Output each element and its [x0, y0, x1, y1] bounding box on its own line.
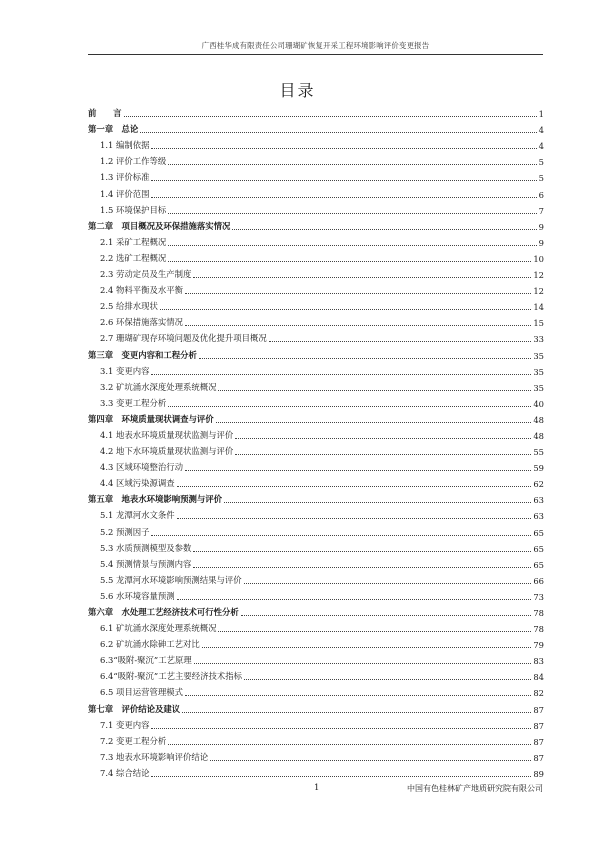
toc-section-entry[interactable]	[88, 151, 544, 167]
toc-section-entry[interactable]	[88, 200, 544, 216]
toc-section-entry[interactable]	[88, 682, 544, 698]
toc-dot-leader	[168, 261, 531, 262]
toc-dot-leader	[151, 728, 531, 729]
toc-entry-page: 14	[533, 302, 544, 313]
toc-dot-leader	[218, 390, 531, 391]
toc-dot-leader	[151, 374, 531, 375]
toc-entry-page: 66	[533, 575, 544, 586]
header-divider	[88, 54, 543, 55]
toc-dot-leader	[177, 486, 532, 487]
toc-entry-label: 第二章 项目概况及环保措施落实情况	[88, 220, 231, 231]
toc-entry-page: 55	[533, 447, 544, 458]
toc-dot-leader	[224, 502, 531, 503]
toc-section-entry[interactable]	[88, 328, 544, 344]
toc-section-entry[interactable]	[88, 377, 544, 393]
toc-section-entry[interactable]	[88, 183, 544, 199]
toc-entry-page: 65	[533, 543, 544, 554]
toc-section-entry[interactable]	[88, 538, 544, 554]
toc-entry-page: 9	[538, 221, 544, 232]
toc-dot-leader	[232, 229, 536, 230]
toc-section-entry[interactable]	[88, 296, 544, 312]
toc-entry-label: 2.2 选矿工程概况	[100, 252, 167, 263]
toc-entry-page: 48	[533, 430, 544, 441]
toc-entry-page: 82	[533, 688, 544, 699]
toc-entry-label: 6.2 矿坑涌水除砷工艺对比	[100, 639, 200, 650]
toc-entry-page: 35	[533, 350, 544, 361]
toc-entry-page: 73	[533, 591, 544, 602]
toc-section-entry[interactable]	[88, 473, 544, 489]
toc-section-entry[interactable]	[88, 715, 544, 731]
toc-section-entry[interactable]	[88, 393, 544, 409]
toc-dot-leader	[235, 438, 531, 439]
toc-entry-label: 2.1 采矿工程概况	[100, 236, 167, 247]
toc-entry-page: 1	[538, 109, 544, 120]
toc-section-entry[interactable]	[88, 441, 544, 457]
toc-entry-label: 2.5 给排水现状	[100, 301, 158, 312]
toc-chapter-entry[interactable]	[88, 698, 544, 714]
toc-dot-leader	[193, 551, 531, 552]
toc-entry-label: 第六章 水处理工艺经济技术可行性分析	[88, 607, 239, 617]
toc-entry-label: 前 言	[88, 108, 122, 119]
toc-dot-leader	[218, 631, 531, 632]
toc-dot-leader	[185, 325, 531, 326]
toc-dot-leader	[168, 744, 531, 745]
toc-section-entry[interactable]	[88, 248, 544, 264]
toc-chapter-entry[interactable]	[88, 344, 544, 360]
toc-dot-leader	[199, 358, 531, 359]
toc-entry-label: 6.1 矿坑涌水深度处理系统概况	[100, 623, 217, 634]
toc-entry-page: 35	[533, 382, 544, 393]
toc-entry-label: 1.2 评价工作等级	[100, 156, 167, 167]
toc-entry-label: 1.1 编制依据	[100, 140, 150, 151]
toc-dot-leader	[210, 760, 531, 761]
toc-section-entry[interactable]	[88, 554, 544, 570]
toc-dot-leader	[160, 309, 531, 310]
toc-entry-page: 10	[533, 253, 544, 264]
toc-dot-leader	[151, 535, 531, 536]
toc-dot-leader	[168, 213, 536, 214]
toc-entry-label: 5.6 水环境容量预测	[100, 590, 175, 601]
toc-entry-label: 2.4 物料平衡及水平衡	[100, 285, 183, 296]
toc-entry-page: 4	[538, 141, 544, 152]
toc-entry-page: 87	[533, 704, 544, 715]
toc-entry-label: 7.4 综合结论	[100, 767, 150, 778]
toc-entry-label: 第五章 地表水环境影响预测与评价	[88, 494, 222, 505]
toc-entry-label: 1.5 环境保护目标	[100, 204, 167, 215]
toc-entry-page: 84	[533, 672, 544, 683]
toc-dot-leader	[235, 454, 531, 455]
toc-entry-page: 78	[533, 624, 544, 635]
toc-entry-label: 7.1 变更内容	[100, 719, 150, 730]
toc-entry-page: 62	[533, 479, 544, 490]
toc-entry-page: 5	[538, 157, 544, 168]
toc-entry-page: 87	[533, 720, 544, 731]
toc-entry-label: 4.2 地下水环境质量现状监测与评价	[100, 446, 234, 457]
toc-entry-page: 9	[538, 237, 544, 248]
toc-section-entry[interactable]	[88, 505, 544, 521]
toc-entry-label: 2.3 劳动定员及生产制度	[100, 269, 192, 280]
toc-section-entry[interactable]	[88, 618, 544, 634]
toc-entry-label: 6.5 项目运营管理模式	[100, 687, 183, 698]
toc-dot-leader	[244, 679, 531, 680]
toc-entry-page: 63	[533, 511, 544, 522]
toc-entry-page: 35	[533, 366, 544, 377]
toc-chapter-entry[interactable]	[88, 409, 544, 425]
toc-entry-page: 40	[533, 398, 544, 409]
toc-entry-label: 5.2 预测因子	[100, 526, 150, 537]
toc-entry-label: 第一章 总论	[88, 124, 139, 135]
toc-entry-page: 63	[533, 495, 544, 506]
toc-dot-leader	[244, 583, 532, 584]
toc-dot-leader	[182, 712, 531, 713]
page-header: 广西桂华成有限责任公司珊瑚矿恢复开采工程环境影响评价变更报告	[201, 41, 430, 50]
toc-entry-label: 1.4 评价范围	[100, 188, 150, 199]
toc-dot-leader	[193, 277, 531, 278]
toc-entry-page: 83	[533, 656, 544, 667]
toc-dot-leader	[269, 341, 532, 342]
toc-section-entry[interactable]	[88, 747, 544, 763]
toc-dot-leader	[185, 695, 531, 696]
toc-entry-page: 87	[533, 736, 544, 747]
toc-entry-label: 3.1 变更内容	[100, 365, 150, 376]
toc-dot-leader	[168, 245, 536, 246]
toc-dot-leader	[193, 567, 531, 568]
toc-entry-page: 12	[533, 286, 544, 297]
toc-dot-leader	[177, 599, 532, 600]
toc-section-entry[interactable]	[88, 232, 544, 248]
toc-entry-label: 2.7 珊瑚矿现存环境问题及优化提升项目概况	[100, 333, 267, 344]
toc-section-entry[interactable]	[88, 312, 544, 328]
toc-entry-label: 5.1 龙潭河水文条件	[100, 510, 175, 521]
toc-entry-page: 6	[538, 189, 544, 200]
toc-section-entry[interactable]	[88, 264, 544, 280]
toc-entry-page: 7	[538, 205, 544, 216]
toc-entry-label: 5.4 预测情景与预测内容	[100, 558, 192, 569]
toc-dot-leader	[140, 132, 536, 133]
toc-dot-leader	[177, 518, 532, 519]
toc-dot-leader	[124, 116, 537, 117]
toc-dot-leader	[185, 470, 531, 471]
toc-chapter-entry[interactable]	[88, 489, 544, 505]
toc-section-entry[interactable]	[88, 650, 544, 666]
toc-entry-label: 5.3 水质预测模型及参数	[100, 542, 192, 553]
toc-entry-page: 33	[533, 334, 544, 345]
toc-entry-page: 65	[533, 527, 544, 538]
toc-entry-label: 4.3 区域环境整治行动	[100, 462, 183, 473]
toc-entry-label: 4.1 地表水环境质量现状监测与评价	[100, 429, 234, 440]
toc-entry-page: 48	[533, 414, 544, 425]
toc-section-entry[interactable]	[88, 135, 544, 151]
toc-entry-label: 第四章 环境质量现状调查与评价	[88, 413, 214, 424]
toc-section-entry[interactable]	[88, 731, 544, 747]
table-of-contents	[88, 103, 544, 779]
toc-section-entry[interactable]	[88, 666, 544, 682]
toc-chapter-entry[interactable]	[88, 103, 544, 119]
toc-entry-page: 5	[538, 173, 544, 184]
toc-entry-label: 6.3“吸附-聚沉”工艺原理	[100, 655, 192, 666]
toc-entry-page: 59	[533, 463, 544, 474]
toc-section-entry[interactable]	[88, 280, 544, 296]
toc-entry-label: 6.4“吸附-聚沉”工艺主要经济技术指标	[100, 671, 242, 682]
toc-entry-label: 3.3 变更工程分析	[100, 397, 167, 408]
toc-dot-leader	[194, 663, 532, 664]
toc-entry-label: 7.3 地表水环境影响评价结论	[100, 751, 209, 762]
toc-entry-page: 79	[533, 640, 544, 651]
toc-dot-leader	[168, 406, 531, 407]
toc-entry-label: 第三章 变更内容和工程分析	[88, 349, 197, 360]
toc-dot-leader	[185, 293, 531, 294]
toc-dot-leader	[151, 776, 531, 777]
toc-dot-leader	[168, 164, 536, 165]
toc-section-entry[interactable]	[88, 521, 544, 537]
toc-entry-label: 5.5 龙潭河水环境影响预测结果与评价	[100, 574, 242, 585]
toc-dot-leader	[241, 615, 532, 616]
toc-entry-label: 第七章 评价结论及建议	[88, 703, 181, 714]
toc-entry-label: 1.3 评价标准	[100, 172, 150, 183]
toc-section-entry[interactable]	[88, 361, 544, 377]
toc-entry-label: 7.2 变更工程分析	[100, 735, 167, 746]
toc-entry-page: 87	[533, 752, 544, 763]
toc-section-entry[interactable]	[88, 763, 544, 779]
toc-section-entry[interactable]	[88, 167, 544, 183]
toc-entry-page: 78	[533, 608, 544, 618]
toc-entry-page: 12	[533, 270, 544, 281]
toc-section-entry[interactable]	[88, 425, 544, 441]
toc-dot-leader	[151, 197, 536, 198]
toc-section-entry[interactable]	[88, 586, 544, 602]
toc-dot-leader	[151, 148, 536, 149]
toc-chapter-entry[interactable]	[88, 119, 544, 135]
toc-dot-leader	[216, 422, 532, 423]
toc-chapter-entry[interactable]	[88, 216, 544, 232]
toc-chapter-entry[interactable]	[88, 602, 544, 618]
toc-section-entry[interactable]	[88, 457, 544, 473]
toc-entry-page: 15	[533, 318, 544, 329]
toc-section-entry[interactable]	[88, 634, 544, 650]
toc-section-entry[interactable]	[88, 570, 544, 586]
toc-entry-label: 2.6 环保措施落实情况	[100, 317, 183, 328]
toc-entry-page: 65	[533, 559, 544, 570]
toc-entry-label: 3.2 矿坑涌水深度处理系统概况	[100, 381, 217, 392]
page-number: 1	[314, 783, 320, 793]
toc-dot-leader	[202, 647, 532, 648]
toc-entry-label: 4.4 区域污染源调查	[100, 478, 175, 489]
toc-entry-page: 4	[538, 125, 544, 136]
toc-title: 目录	[279, 81, 316, 100]
toc-entry-page: 89	[533, 768, 544, 779]
toc-dot-leader	[151, 180, 536, 181]
footer-organization: 中国有色桂林矿产地质研究院有限公司	[407, 784, 543, 793]
